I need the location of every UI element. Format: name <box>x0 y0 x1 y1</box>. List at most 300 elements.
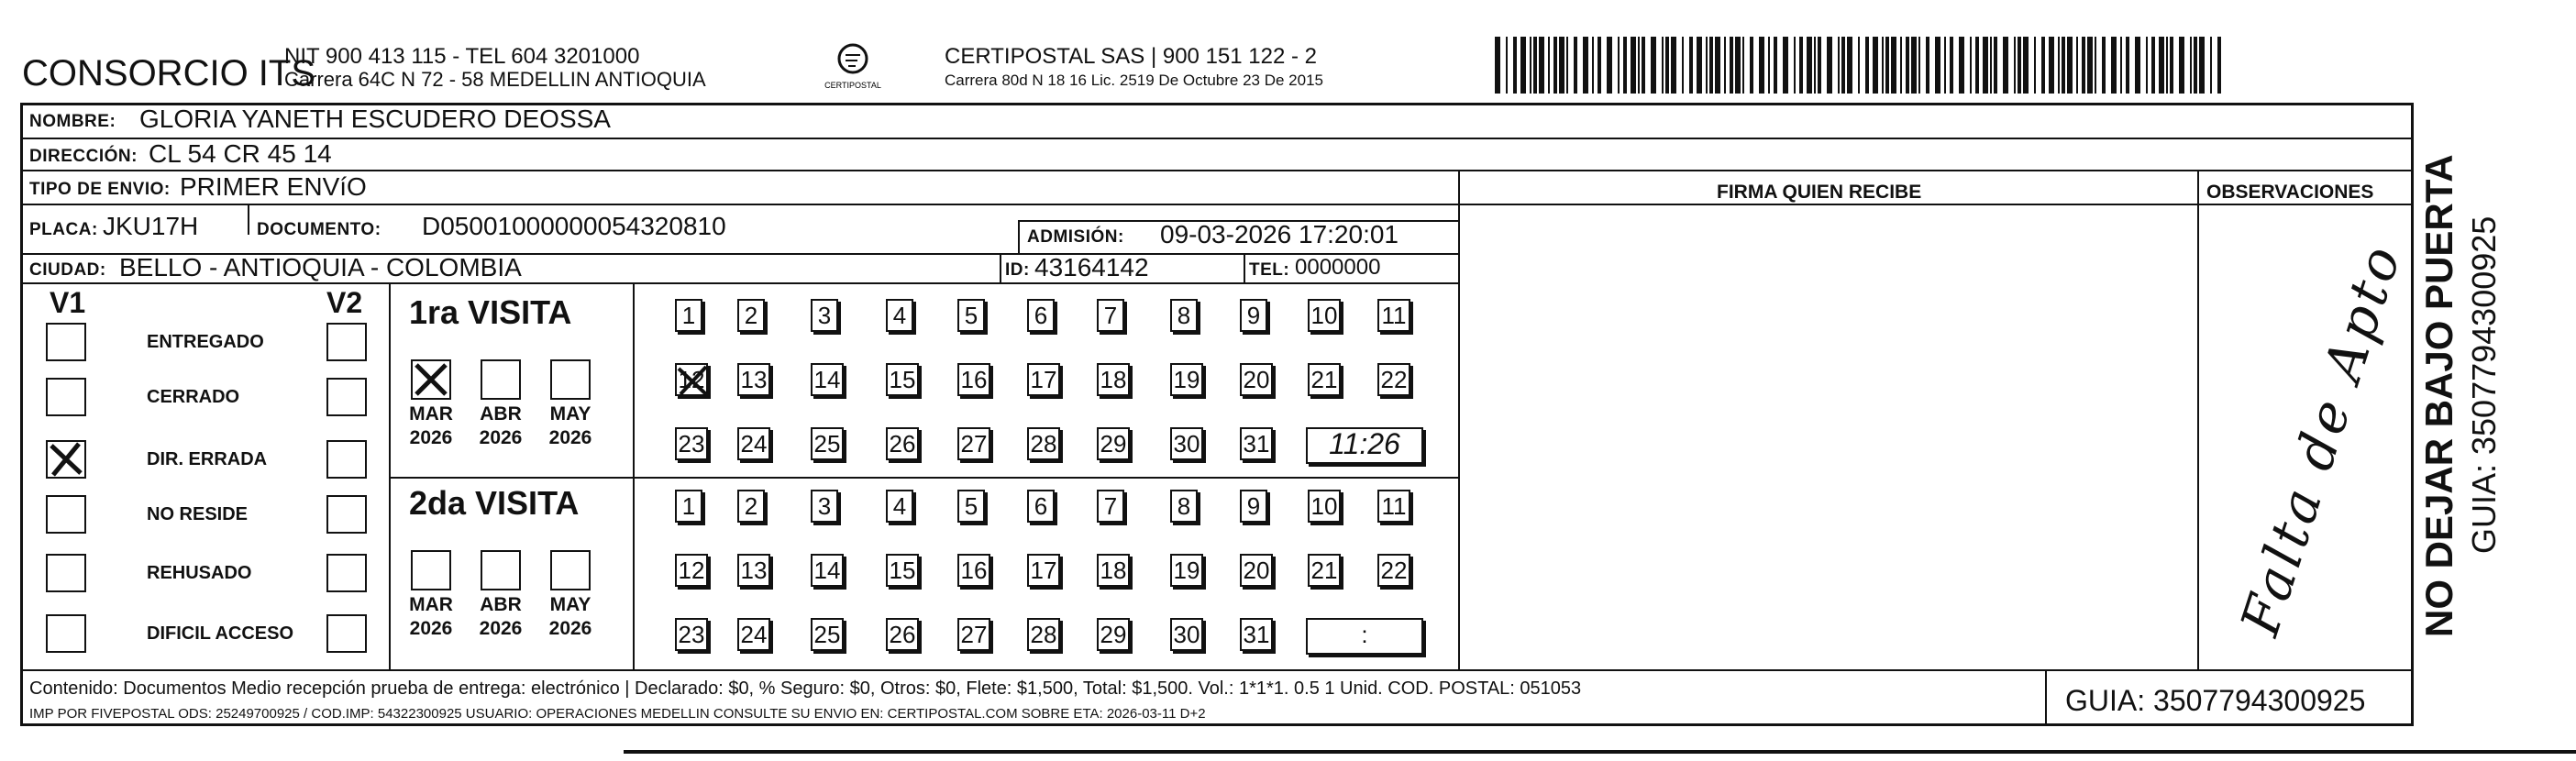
placa-value: JKU17H <box>103 212 199 240</box>
day-cell[interactable] <box>1308 490 1341 523</box>
barcode-bar <box>2111 37 2117 94</box>
day-number: 1 <box>681 492 696 520</box>
barcode-bar <box>1970 37 1972 94</box>
barcode-bar <box>1847 37 1852 94</box>
day-number: 22 <box>1380 366 1408 393</box>
day-number: 16 <box>960 366 988 393</box>
day-cell[interactable] <box>675 427 708 460</box>
day-number: 31 <box>1243 430 1270 458</box>
barcode-bar <box>2058 37 2060 94</box>
footer-imp: IMP POR FIVEPOSTAL ODS: 25249700925 / COD.IMP: 54322300925 USUARIO: OPERACIONES MEDELLIN CONSULTE SU ENVIO EN: CERTIPOSTAL.COM SOBRE ETA: 2026-03-11 D+2 <box>29 706 1206 722</box>
barcode-bar <box>1665 37 1669 94</box>
barcode-bar <box>1583 37 1588 94</box>
barcode-bar <box>1990 37 1992 94</box>
certipostal-logo <box>821 40 885 95</box>
day-number: 21 <box>1310 366 1338 393</box>
day-number: 26 <box>889 430 916 458</box>
admision-label: ADMISIÓN: <box>1027 227 1124 247</box>
barcode-bar <box>1735 37 1741 94</box>
month-label: MAR <box>409 594 453 615</box>
barcode-bar <box>1559 37 1564 94</box>
barcode-bar <box>1774 37 1777 94</box>
barcode-bar <box>1724 37 1726 94</box>
barcode-bar <box>2067 37 2073 94</box>
day-number: 12 <box>678 366 705 393</box>
day-cell[interactable] <box>1027 299 1055 332</box>
day-cell[interactable] <box>886 490 913 523</box>
day-number: 10 <box>1310 492 1338 520</box>
day-cell[interactable] <box>1377 490 1410 523</box>
day-number: 14 <box>813 557 841 584</box>
barcode-bar <box>1865 37 1869 94</box>
day-cell[interactable] <box>1097 299 1124 332</box>
day-cell[interactable] <box>1027 363 1060 396</box>
barcode-bar <box>1623 37 1627 94</box>
day-cell[interactable] <box>737 363 770 396</box>
barcode-bar <box>1715 37 1720 94</box>
v2-checkbox[interactable] <box>326 495 367 534</box>
day-number: 2 <box>744 302 758 329</box>
barcode-bar <box>1885 37 1889 94</box>
v1-label: V1 <box>50 286 86 319</box>
barcode-bar <box>1709 37 1713 94</box>
placa-label: PLACA: <box>29 220 98 239</box>
day-cell[interactable] <box>1377 363 1410 396</box>
barcode-bar <box>1959 37 1964 94</box>
day-number: 8 <box>1177 302 1191 329</box>
ciudad-label: CIUDAD: <box>29 260 106 280</box>
barcode-bar <box>2034 37 2036 94</box>
day-cell[interactable] <box>1308 554 1341 587</box>
observaciones-header: OBSERVACIONES <box>2206 182 2374 203</box>
day-cell[interactable] <box>1170 554 1203 587</box>
barcode-bar <box>2190 37 2192 94</box>
day-cell[interactable] <box>1027 427 1060 460</box>
barcode-bar <box>2095 37 2096 94</box>
day-cell[interactable] <box>675 490 702 523</box>
day-number: 30 <box>1173 621 1200 648</box>
day-cell[interactable] <box>1170 299 1198 332</box>
barcode-bar <box>1841 37 1845 94</box>
certipostal-subtitle: Carrera 80d N 18 16 Lic. 2519 De Octubre 23 De 2015 <box>945 72 1323 89</box>
status-label: ENTREGADO <box>147 332 264 352</box>
day-cell[interactable] <box>737 427 770 460</box>
barcode-bar <box>2014 37 2016 94</box>
barcode-bar <box>1873 37 1878 94</box>
barcode-bar <box>1994 37 1997 94</box>
barcode-bar <box>1506 37 1508 94</box>
barcode-bar <box>2199 37 2205 94</box>
barcode-bar <box>1918 37 1920 94</box>
day-number: 21 <box>1310 557 1338 584</box>
day-cell[interactable] <box>811 427 844 460</box>
barcode-bar <box>1783 37 1788 94</box>
company-address: Carrera 64C N 72 - 58 MEDELLIN ANTIOQUIA <box>284 68 706 91</box>
barcode-bar <box>2076 37 2078 94</box>
day-number: 15 <box>889 366 916 393</box>
day-cell[interactable] <box>957 554 990 587</box>
day-cell[interactable] <box>957 363 990 396</box>
v1-checkbox[interactable] <box>46 323 86 361</box>
barcode-bar <box>1882 37 1884 94</box>
day-cell[interactable] <box>886 427 919 460</box>
firma-header: FIRMA QUIEN RECIBE <box>1717 182 1922 203</box>
barcode-bar <box>1618 37 1620 94</box>
documento-value: D05001000000054320810 <box>422 212 726 240</box>
documento-label: DOCUMENTO: <box>257 220 381 239</box>
barcode-bar <box>1926 37 1929 94</box>
barcode-bar <box>2126 37 2129 94</box>
barcode-bar <box>1750 37 1753 94</box>
day-number: 19 <box>1173 557 1200 584</box>
day-number: 26 <box>889 621 916 648</box>
day-cell[interactable] <box>675 618 708 651</box>
day-number: 23 <box>678 430 705 458</box>
month-checkbox[interactable] <box>411 550 451 590</box>
day-cell[interactable] <box>1097 490 1124 523</box>
barcode-bar <box>2062 37 2065 94</box>
barcode-bar <box>1592 37 1594 94</box>
v1-checkbox[interactable] <box>46 378 86 416</box>
barcode-bar <box>2041 37 2045 94</box>
day-number: 17 <box>1030 557 1057 584</box>
barcode-bar <box>2102 37 2106 94</box>
day-cell[interactable] <box>1097 554 1130 587</box>
barcode-bar <box>1911 37 1917 94</box>
barcode-bar <box>1598 37 1601 94</box>
day-number: 7 <box>1103 492 1118 520</box>
form-frame <box>20 103 2414 726</box>
day-number: 3 <box>817 492 832 520</box>
month-checkbox[interactable] <box>550 550 591 590</box>
barcode <box>1495 37 2228 94</box>
month-year: 2026 <box>479 427 523 448</box>
barcode-bar <box>1944 37 1946 94</box>
v2-checkbox[interactable] <box>326 378 367 416</box>
day-cell[interactable] <box>811 363 844 396</box>
barcode-bar <box>2170 37 2173 94</box>
direccion-label: DIRECCIÓN: <box>29 147 138 166</box>
day-number: 4 <box>892 492 907 520</box>
day-number: 11 <box>1381 492 1407 520</box>
barcode-bar <box>1768 37 1770 94</box>
day-number: 13 <box>740 557 768 584</box>
day-number: 31 <box>1243 621 1270 648</box>
day-cell[interactable] <box>886 299 913 332</box>
day-number: 18 <box>1100 366 1127 393</box>
barcode-bar <box>2003 37 2008 94</box>
barcode-bar <box>2087 37 2093 94</box>
barcode-bar <box>2082 37 2085 94</box>
day-cell[interactable] <box>737 554 770 587</box>
day-number: 25 <box>813 430 841 458</box>
barcode-bar <box>1818 37 1821 94</box>
barcode-bar <box>2023 37 2029 94</box>
company-nit: NIT 900 413 115 - TEL 604 3201000 <box>284 44 640 69</box>
visit-title: 2da VISITA <box>409 484 580 522</box>
day-number: 27 <box>960 430 988 458</box>
barcode-bar <box>2166 37 2168 94</box>
barcode-bar <box>1759 37 1764 94</box>
barcode-bar <box>2179 37 2184 94</box>
day-cell[interactable] <box>1027 554 1060 587</box>
day-cell[interactable] <box>1170 427 1203 460</box>
day-cell[interactable] <box>675 299 702 332</box>
month-label: MAY <box>549 594 591 615</box>
day-cell[interactable] <box>737 299 765 332</box>
day-number: 1 <box>681 302 696 329</box>
day-number: 29 <box>1100 430 1127 458</box>
barcode-bar <box>1935 37 1940 94</box>
day-number: 24 <box>740 430 768 458</box>
day-cell[interactable] <box>675 554 708 587</box>
barcode-bar <box>1495 37 1500 94</box>
day-cell[interactable] <box>1308 363 1341 396</box>
day-number: 5 <box>964 302 978 329</box>
v2-checkbox[interactable] <box>326 323 367 361</box>
day-cell[interactable] <box>886 554 919 587</box>
nombre-label: NOMBRE: <box>29 112 116 131</box>
barcode-bar <box>1574 37 1577 94</box>
barcode-bar <box>1799 37 1803 94</box>
day-cell[interactable] <box>957 427 990 460</box>
day-number: 8 <box>1177 492 1191 520</box>
day-cell[interactable] <box>1097 427 1130 460</box>
id-label: ID: <box>1005 260 1030 280</box>
month-year: 2026 <box>548 618 592 639</box>
barcode-bar <box>1682 37 1684 94</box>
barcode-bar <box>1950 37 1953 94</box>
direccion-value: CL 54 CR 45 14 <box>149 139 332 168</box>
barcode-bar <box>2120 37 2122 94</box>
barcode-bar <box>1706 37 1708 94</box>
day-number: 25 <box>813 621 841 648</box>
barcode-bar <box>1513 37 1517 94</box>
day-number: 30 <box>1173 430 1200 458</box>
admision-value: 09-03-2026 17:20:01 <box>1160 220 1399 248</box>
month-year: 2026 <box>409 427 453 448</box>
status-label: CERRADO <box>147 387 240 407</box>
day-number: 23 <box>678 621 705 648</box>
month-checkbox[interactable] <box>481 359 521 400</box>
day-cell[interactable] <box>1240 554 1273 587</box>
day-cell[interactable] <box>811 490 838 523</box>
day-number: 6 <box>1034 492 1048 520</box>
day-cell[interactable] <box>1027 490 1055 523</box>
barcode-bar <box>1631 37 1636 94</box>
day-cell[interactable] <box>1240 363 1273 396</box>
month-checkbox[interactable] <box>550 359 591 400</box>
day-number: 18 <box>1100 557 1127 584</box>
tel-value: 0000000 <box>1295 255 1381 280</box>
day-number: 7 <box>1103 302 1118 329</box>
v2-checkbox[interactable] <box>326 614 367 653</box>
day-number: 14 <box>813 366 841 393</box>
id-value: 43164142 <box>1034 253 1149 281</box>
day-number: 12 <box>678 557 705 584</box>
day-number: 10 <box>1310 302 1338 329</box>
barcode-bar <box>2146 37 2148 94</box>
day-cell[interactable] <box>811 299 838 332</box>
v2-checkbox[interactable] <box>326 554 367 592</box>
barcode-bar <box>1858 37 1860 94</box>
barcode-bar <box>1814 37 1816 94</box>
day-cell[interactable] <box>957 299 985 332</box>
day-number: 20 <box>1243 557 1270 584</box>
barcode-bar <box>1533 37 1537 94</box>
v1-checkbox[interactable] <box>46 614 86 653</box>
month-label: MAR <box>409 403 453 425</box>
day-cell[interactable] <box>1240 299 1267 332</box>
day-cell[interactable] <box>737 618 770 651</box>
month-year: 2026 <box>479 618 523 639</box>
day-cell[interactable] <box>737 490 765 523</box>
nombre-value: GLORIA YANETH ESCUDERO DEOSSA <box>139 105 611 133</box>
status-label: DIFICIL ACCESO <box>147 623 294 644</box>
day-number: 9 <box>1246 302 1261 329</box>
status-label: REHUSADO <box>147 563 252 583</box>
v2-label: V2 <box>326 286 363 319</box>
month-year: 2026 <box>548 427 592 448</box>
month-checkbox[interactable] <box>411 359 451 400</box>
day-cell[interactable] <box>1308 299 1341 332</box>
barcode-bar <box>1807 37 1812 94</box>
certipostal-title: CERTIPOSTAL SAS | 900 151 122 - 2 <box>945 44 1317 69</box>
footer-guia: GUIA: 3507794300925 <box>2065 684 2366 717</box>
day-cell[interactable] <box>1240 618 1273 651</box>
barcode-bar <box>2049 37 2054 94</box>
day-number: 28 <box>1030 621 1057 648</box>
day-cell[interactable] <box>886 363 919 396</box>
day-cell[interactable] <box>1170 618 1203 651</box>
day-cell[interactable] <box>675 363 708 396</box>
barcode-bar <box>1730 37 1733 94</box>
month-year: 2026 <box>409 618 453 639</box>
month-checkbox[interactable] <box>481 550 521 590</box>
visit-time[interactable]: 11:26 <box>1306 427 1423 464</box>
day-number: 11 <box>1381 302 1407 329</box>
barcode-bar <box>1539 37 1544 94</box>
day-cell[interactable] <box>1097 618 1130 651</box>
v1-checkbox[interactable] <box>46 440 86 479</box>
day-cell[interactable] <box>1027 618 1060 651</box>
barcode-bar <box>1520 37 1526 94</box>
day-number: 6 <box>1034 302 1048 329</box>
day-number: 24 <box>740 621 768 648</box>
day-number: 17 <box>1030 366 1057 393</box>
side-warning: NO DEJAR BAJO PUERTA <box>2417 154 2460 637</box>
ciudad-value: BELLO - ANTIOQUIA - COLOMBIA <box>119 253 522 281</box>
day-cell[interactable] <box>1377 299 1410 332</box>
day-cell[interactable] <box>957 618 990 651</box>
barcode-bar <box>1975 37 1979 94</box>
barcode-bar <box>1607 37 1612 94</box>
barcode-bar <box>1662 37 1664 94</box>
day-cell[interactable] <box>1377 554 1410 587</box>
barcode-bar <box>1553 37 1557 94</box>
day-cell[interactable] <box>1240 427 1273 460</box>
barcode-bar <box>1794 37 1796 94</box>
day-cell[interactable] <box>811 554 844 587</box>
status-label: NO RESIDE <box>147 504 249 524</box>
barcode-bar <box>1827 37 1832 94</box>
tel-label: TEL: <box>1249 260 1290 280</box>
barcode-bar <box>1697 37 1702 94</box>
day-number: 3 <box>817 302 832 329</box>
side-guia: GUIA: 3507794300925 <box>2465 215 2503 554</box>
v1-checkbox[interactable] <box>46 554 86 592</box>
barcode-bar <box>2135 37 2140 94</box>
barcode-bar <box>1983 37 1988 94</box>
barcode-bar <box>2194 37 2197 94</box>
barcode-bar <box>1651 37 1656 94</box>
day-number: 27 <box>960 621 988 648</box>
day-number: 20 <box>1243 366 1270 393</box>
day-number: 19 <box>1173 366 1200 393</box>
barcode-bar <box>1548 37 1550 94</box>
status-label: DIR. ERRADA <box>147 449 268 469</box>
v2-checkbox[interactable] <box>326 440 367 479</box>
month-label: ABR <box>480 403 522 425</box>
handwritten-observation: Falta de Apto <box>2228 235 2415 644</box>
footer-content: Contenido: Documentos Medio recepción prueba de entrega: electrónico | Declarado: $0, % Seguro: $0, Otros: $0, Flete: $1,500, Total: $1,500. Vol.: 1*1*1. 0.5 1 Unid. COD. POSTAL: 051053 <box>29 678 1582 699</box>
day-number: 16 <box>960 557 988 584</box>
barcode-bar <box>1906 37 1909 94</box>
tipo-value: PRIMER ENVíO <box>180 172 367 201</box>
visit-title: 1ra VISITA <box>409 293 572 331</box>
logo-text: CERTIPOSTAL <box>824 81 881 90</box>
day-cell[interactable] <box>811 618 844 651</box>
barcode-bar <box>1900 37 1902 94</box>
day-cell[interactable] <box>1170 363 1203 396</box>
barcode-bar <box>2217 37 2221 94</box>
barcode-bar <box>1891 37 1896 94</box>
day-mark <box>677 365 710 403</box>
day-number: 5 <box>964 492 978 520</box>
barcode-bar <box>2159 37 2164 94</box>
day-cell[interactable] <box>886 618 919 651</box>
day-cell[interactable] <box>957 490 985 523</box>
tipo-label: TIPO DE ENVIO: <box>29 180 171 199</box>
company-name: CONSORCIO ITS <box>22 53 316 94</box>
barcode-bar <box>2210 37 2212 94</box>
barcode-bar <box>1638 37 1640 94</box>
day-number: 29 <box>1100 621 1127 648</box>
day-cell[interactable] <box>1097 363 1130 396</box>
barcode-bar <box>1742 37 1744 94</box>
visit-time[interactable]: : <box>1306 618 1423 655</box>
day-number: 28 <box>1030 430 1057 458</box>
day-number: 4 <box>892 302 907 329</box>
barcode-bar <box>1671 37 1676 94</box>
day-number: 15 <box>889 557 916 584</box>
barcode-bar <box>1689 37 1693 94</box>
barcode-bar <box>1642 37 1645 94</box>
barcode-bar <box>2018 37 2021 94</box>
day-cell[interactable] <box>1170 490 1198 523</box>
month-label: MAY <box>549 403 591 425</box>
barcode-bar <box>1530 37 1531 94</box>
barcode-bar <box>2151 37 2155 94</box>
day-number: 13 <box>740 366 768 393</box>
barcode-bar <box>1566 37 1568 94</box>
day-cell[interactable] <box>1240 490 1267 523</box>
v1-checkbox[interactable] <box>46 495 86 534</box>
day-number: 9 <box>1246 492 1261 520</box>
barcode-bar <box>1838 37 1840 94</box>
day-number: 22 <box>1380 557 1408 584</box>
day-number: 2 <box>744 492 758 520</box>
